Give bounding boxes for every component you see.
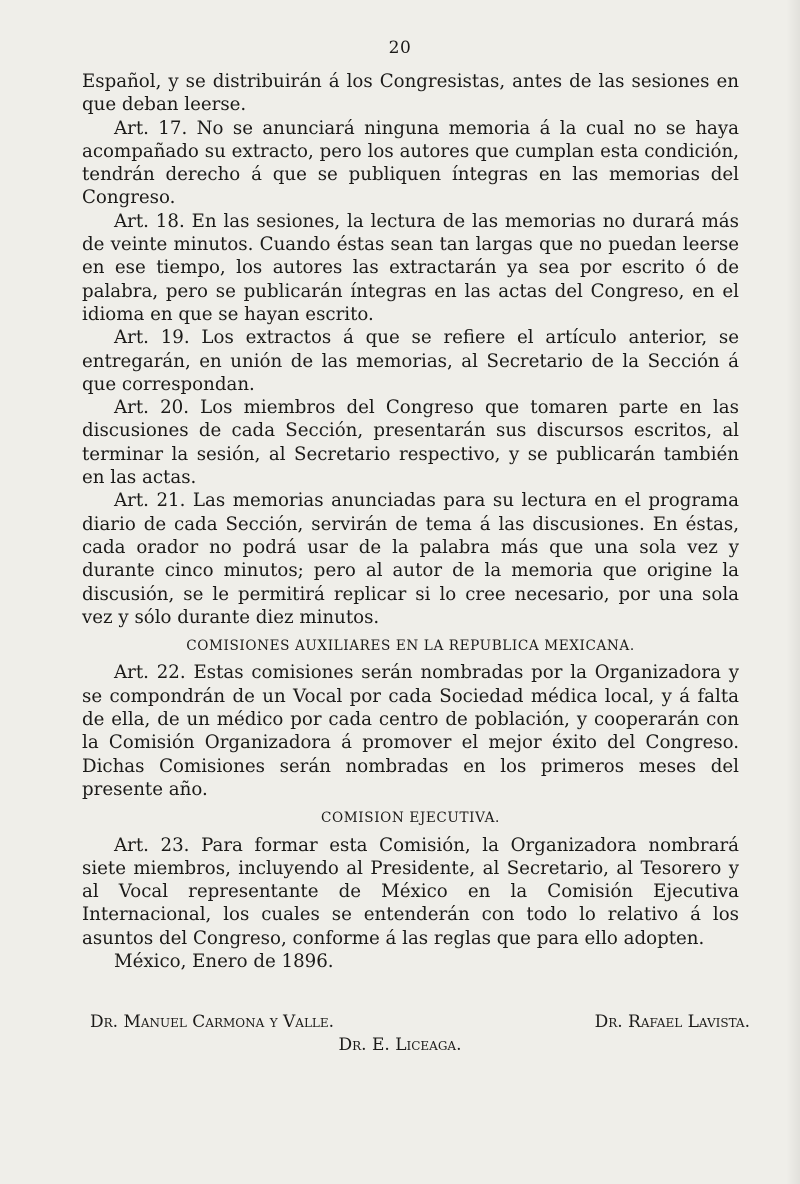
article-23: Art. 23. Para formar esta Comisión, la Organizadora nombrará siete miembros, incluyendo al Presidente, al Secretario, al Tesorero y al Vocal representante de México en la Comisión Ejecutiva Internacional, los cuales se entenderán con todo lo relativo á los asuntos del Congreso, conforme á las reglas que para ello adopten. [82,834,739,949]
article-18: Art. 18. En las sesiones, la lectura de las memorias no durará más de veinte minutos. Cuando éstas sean tan largas que no puedan leerse en ese tiempo, los autores las extractarán ya sea por escrito ó de palabra, pero se publicarán íntegras en las actas del Congreso, en el idioma en que se hayan escrito. [82,210,739,325]
section-heading-comisiones-auxiliares: COMISIONES AUXILIARES EN LA REPUBLICA MEXICANA. [186,638,635,655]
signature-lavista: Dr. Rafael Lavista. [594,1012,750,1032]
article-21: Art. 21. Las memorias anunciadas para su lectura en el programa diario de cada Sección, servirán de tema á las discusiones. En éstas, cada orador no podrá usar de la palabra más que una sola vez y durante cinco minutos; pero al autor de la memoria que origine la discusión, se le permitirá replicar si lo cree necesario, por una sola vez y sólo durante diez minutos. [82,490,739,628]
signature-liceaga: Dr. E. Liceaga. [338,1035,462,1055]
body-text [82,70,739,973]
place-date: México, Enero de 1896. [114,950,334,972]
article-17: Art. 17. No se anunciará ninguna memoria á la cual no se haya acompañado su extracto, pero los autores que cumplan esta condición, tendrán derecho á que se publiquen íntegras en las memorias del Congreso. [82,117,739,209]
paragraph-continuation: Español, y se distribuirán á los Congresistas, antes de las sesiones en que deban leerse. [82,71,739,116]
article-20: Art. 20. Los miembros del Congreso que tomaren parte en las discusiones de cada Sección, presentarán sus discursos escritos, al terminar la sesión, al Secretario respectivo, y se publicarán también en las actas. [82,397,739,489]
article-22: Art. 22. Estas comisiones serán nombradas por la Organizadora y se compondrán de un Vocal por cada Sociedad médica local, y á falta de ella, de un médico por cada centro de población, y cooperarán con la Comisión Organizadora á promover el mejor éxito del Congreso. Dichas Comisiones serán nombradas en los primeros meses del presente año. [82,662,739,800]
signature-row [90,1011,750,1034]
page-number: 20 [388,38,412,58]
section-heading-comision-ejecutiva: COMISION EJECUTIVA. [321,810,500,827]
page-edge-shadow [786,0,800,1184]
article-19: Art. 19. Los extractos á que se refiere el artículo anterior, se entregarán, en unión de las memorias, al Secretario de la Sección á que correspondan. [82,327,739,395]
signatures [90,1011,750,1057]
signature-carmona: Dr. Manuel Carmona y Valle. [90,1012,335,1032]
